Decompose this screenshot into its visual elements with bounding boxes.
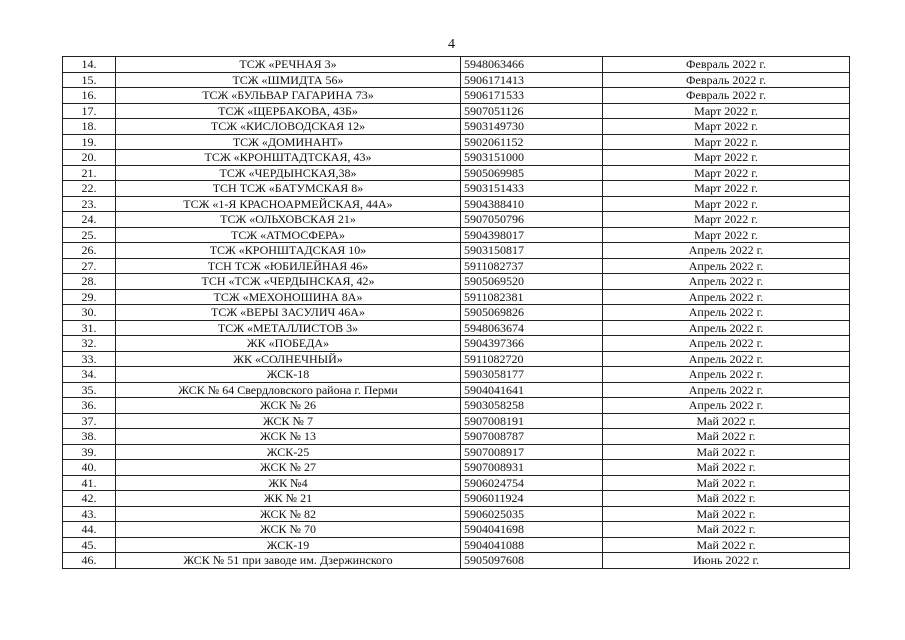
organization-name-cell: ТСЖ «ВЕРЫ ЗАСУЛИЧ 46А» (116, 305, 461, 321)
organization-name-cell: ЖСК № 82 (116, 506, 461, 522)
period-cell: Апрель 2022 г. (603, 320, 850, 336)
period-cell: Февраль 2022 г. (603, 88, 850, 104)
table-row (63, 243, 850, 259)
row-number-cell: 32. (63, 336, 116, 352)
page-number: 4 (448, 37, 455, 52)
table-row (63, 506, 850, 522)
row-number-cell: 20. (63, 150, 116, 166)
inn-cell: 5907008917 (461, 444, 603, 460)
inn-cell: 5911082381 (461, 289, 603, 305)
organization-name-cell: ЖСК № 26 (116, 398, 461, 414)
row-number-cell: 14. (63, 57, 116, 73)
inn-cell: 5907051126 (461, 103, 603, 119)
table-row (63, 134, 850, 150)
period-cell: Март 2022 г. (603, 227, 850, 243)
organization-name-cell: ТСН ТСЖ «БАТУМСКАЯ 8» (116, 181, 461, 197)
row-number-cell: 15. (63, 72, 116, 88)
period-cell: Март 2022 г. (603, 181, 850, 197)
period-cell: Март 2022 г. (603, 134, 850, 150)
table-row (63, 429, 850, 445)
period-cell: Март 2022 г. (603, 150, 850, 166)
row-number-cell: 19. (63, 134, 116, 150)
table-row (63, 522, 850, 538)
table-row (63, 274, 850, 290)
inn-cell: 5906171533 (461, 88, 603, 104)
organization-name-cell: ТСЖ «1-Я КРАСНОАРМЕЙСКАЯ, 44А» (116, 196, 461, 212)
organization-name-cell: ТСЖ «КИСЛОВОДСКАЯ 12» (116, 119, 461, 135)
inn-cell: 5903149730 (461, 119, 603, 135)
row-number-cell: 23. (63, 196, 116, 212)
period-cell: Февраль 2022 г. (603, 57, 850, 73)
table-row (63, 103, 850, 119)
table-row (63, 413, 850, 429)
row-number-cell: 33. (63, 351, 116, 367)
inn-cell: 5906024754 (461, 475, 603, 491)
organization-name-cell: ТСЖ «ДОМИНАНТ» (116, 134, 461, 150)
period-cell: Май 2022 г. (603, 491, 850, 507)
organization-name-cell: ТСЖ «РЕЧНАЯ 3» (116, 57, 461, 73)
period-cell: Апрель 2022 г. (603, 351, 850, 367)
period-cell: Февраль 2022 г. (603, 72, 850, 88)
period-cell: Апрель 2022 г. (603, 336, 850, 352)
table-row (63, 305, 850, 321)
table-row (63, 212, 850, 228)
period-cell: Май 2022 г. (603, 429, 850, 445)
row-number-cell: 45. (63, 537, 116, 553)
table-row (63, 196, 850, 212)
organization-name-cell: ЖК №4 (116, 475, 461, 491)
row-number-cell: 24. (63, 212, 116, 228)
inn-cell: 5911082737 (461, 258, 603, 274)
period-cell: Апрель 2022 г. (603, 243, 850, 259)
table-row (63, 289, 850, 305)
table-row (63, 444, 850, 460)
period-cell: Март 2022 г. (603, 119, 850, 135)
row-number-cell: 46. (63, 553, 116, 569)
table-row (63, 475, 850, 491)
table-row (63, 553, 850, 569)
organization-name-cell: ЖК «ПОБЕДА» (116, 336, 461, 352)
inn-cell: 5904041088 (461, 537, 603, 553)
organization-name-cell: ЖСК № 13 (116, 429, 461, 445)
inn-cell: 5903150817 (461, 243, 603, 259)
inn-cell: 5907050796 (461, 212, 603, 228)
organization-name-cell: ЖСК № 27 (116, 460, 461, 476)
inn-cell: 5911082720 (461, 351, 603, 367)
inn-cell: 5903151000 (461, 150, 603, 166)
organization-name-cell: ЖСК-18 (116, 367, 461, 383)
period-cell: Май 2022 г. (603, 444, 850, 460)
period-cell: Май 2022 г. (603, 506, 850, 522)
organization-name-cell: ЖСК № 7 (116, 413, 461, 429)
row-number-cell: 37. (63, 413, 116, 429)
row-number-cell: 41. (63, 475, 116, 491)
table-row (63, 537, 850, 553)
table-row (63, 398, 850, 414)
row-number-cell: 38. (63, 429, 116, 445)
row-number-cell: 31. (63, 320, 116, 336)
row-number-cell: 44. (63, 522, 116, 538)
organization-name-cell: ТСЖ «МЕХОНОШИНА 8А» (116, 289, 461, 305)
inn-cell: 5902061152 (461, 134, 603, 150)
registry-table (62, 56, 850, 569)
inn-cell: 5905069985 (461, 165, 603, 181)
inn-cell: 5907008787 (461, 429, 603, 445)
period-cell: Апрель 2022 г. (603, 289, 850, 305)
row-number-cell: 18. (63, 119, 116, 135)
row-number-cell: 27. (63, 258, 116, 274)
inn-cell: 5904388410 (461, 196, 603, 212)
table-row (63, 57, 850, 73)
organization-name-cell: ЖСК № 64 Свердловского района г. Перми (116, 382, 461, 398)
inn-cell: 5905069520 (461, 274, 603, 290)
organization-name-cell: ЖК № 21 (116, 491, 461, 507)
registry-table-body (63, 57, 850, 569)
period-cell: Март 2022 г. (603, 212, 850, 228)
period-cell: Май 2022 г. (603, 537, 850, 553)
inn-cell: 5904041698 (461, 522, 603, 538)
inn-cell: 5906171413 (461, 72, 603, 88)
table-row (63, 227, 850, 243)
table-row (63, 119, 850, 135)
organization-name-cell: ЖК «СОЛНЕЧНЫЙ» (116, 351, 461, 367)
row-number-cell: 17. (63, 103, 116, 119)
organization-name-cell: ТСН ТСЖ «ЮБИЛЕЙНАЯ 46» (116, 258, 461, 274)
organization-name-cell: ТСЖ «КРОНШТАДТСКАЯ, 43» (116, 150, 461, 166)
inn-cell: 5904397366 (461, 336, 603, 352)
inn-cell: 5907008191 (461, 413, 603, 429)
row-number-cell: 40. (63, 460, 116, 476)
period-cell: Май 2022 г. (603, 475, 850, 491)
period-cell: Май 2022 г. (603, 522, 850, 538)
row-number-cell: 36. (63, 398, 116, 414)
period-cell: Апрель 2022 г. (603, 258, 850, 274)
organization-name-cell: ТСН «ТСЖ «ЧЕРДЫНСКАЯ, 42» (116, 274, 461, 290)
organization-name-cell: ЖСК № 51 при заводе им. Дзержинского (116, 553, 461, 569)
organization-name-cell: ТСЖ «АТМОСФЕРА» (116, 227, 461, 243)
row-number-cell: 16. (63, 88, 116, 104)
row-number-cell: 34. (63, 367, 116, 383)
row-number-cell: 28. (63, 274, 116, 290)
inn-cell: 5948063466 (461, 57, 603, 73)
row-number-cell: 39. (63, 444, 116, 460)
period-cell: Март 2022 г. (603, 196, 850, 212)
period-cell: Май 2022 г. (603, 413, 850, 429)
row-number-cell: 21. (63, 165, 116, 181)
table-row (63, 72, 850, 88)
inn-cell: 5903058258 (461, 398, 603, 414)
organization-name-cell: ТСЖ «КРОНШТАДСКАЯ 10» (116, 243, 461, 259)
period-cell: Апрель 2022 г. (603, 274, 850, 290)
row-number-cell: 26. (63, 243, 116, 259)
row-number-cell: 42. (63, 491, 116, 507)
table-row (63, 460, 850, 476)
row-number-cell: 29. (63, 289, 116, 305)
table-row (63, 351, 850, 367)
period-cell: Апрель 2022 г. (603, 398, 850, 414)
inn-cell: 5904041641 (461, 382, 603, 398)
inn-cell: 5948063674 (461, 320, 603, 336)
table-row (63, 88, 850, 104)
inn-cell: 5906025035 (461, 506, 603, 522)
inn-cell: 5905069826 (461, 305, 603, 321)
table-row (63, 258, 850, 274)
table-row (63, 320, 850, 336)
table-row (63, 491, 850, 507)
inn-cell: 5907008931 (461, 460, 603, 476)
period-cell: Апрель 2022 г. (603, 367, 850, 383)
period-cell: Апрель 2022 г. (603, 382, 850, 398)
period-cell: Март 2022 г. (603, 103, 850, 119)
inn-cell: 5906011924 (461, 491, 603, 507)
inn-cell: 5903151433 (461, 181, 603, 197)
inn-cell: 5905097608 (461, 553, 603, 569)
organization-name-cell: ТСЖ «БУЛЬВАР ГАГАРИНА 73» (116, 88, 461, 104)
period-cell: Апрель 2022 г. (603, 305, 850, 321)
table-row (63, 367, 850, 383)
inn-cell: 5904398017 (461, 227, 603, 243)
organization-name-cell: ТСЖ «ОЛЬХОВСКАЯ 21» (116, 212, 461, 228)
organization-name-cell: ТСЖ «ЩЕРБАКОВА, 43Б» (116, 103, 461, 119)
row-number-cell: 22. (63, 181, 116, 197)
table-row (63, 181, 850, 197)
organization-name-cell: ТСЖ «ЧЕРДЫНСКАЯ,38» (116, 165, 461, 181)
period-cell: Май 2022 г. (603, 460, 850, 476)
table-row (63, 382, 850, 398)
row-number-cell: 35. (63, 382, 116, 398)
table-row (63, 336, 850, 352)
period-cell: Июнь 2022 г. (603, 553, 850, 569)
organization-name-cell: ЖСК № 70 (116, 522, 461, 538)
row-number-cell: 30. (63, 305, 116, 321)
organization-name-cell: ЖСК-25 (116, 444, 461, 460)
table-row (63, 150, 850, 166)
inn-cell: 5903058177 (461, 367, 603, 383)
row-number-cell: 43. (63, 506, 116, 522)
organization-name-cell: ЖСК-19 (116, 537, 461, 553)
organization-name-cell: ТСЖ «МЕТАЛЛИСТОВ 3» (116, 320, 461, 336)
table-row (63, 165, 850, 181)
row-number-cell: 25. (63, 227, 116, 243)
organization-name-cell: ТСЖ «ШМИДТА 56» (116, 72, 461, 88)
period-cell: Март 2022 г. (603, 165, 850, 181)
